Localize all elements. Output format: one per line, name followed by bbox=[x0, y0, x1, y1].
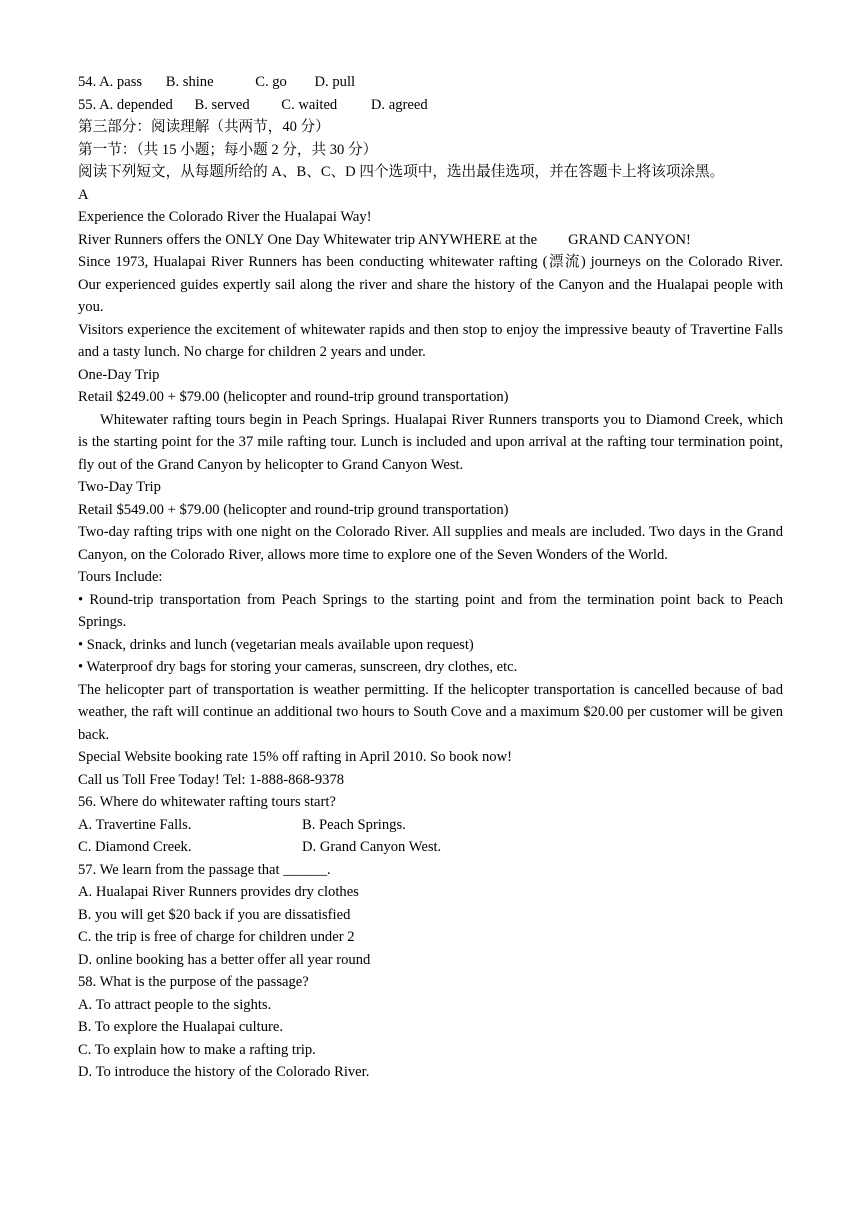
question-57-stem: 57. We learn from the passage that ______. bbox=[78, 861, 331, 878]
question-number: 54. bbox=[78, 74, 97, 90]
question-54 bbox=[78, 71, 783, 94]
question-56-options-row bbox=[78, 814, 783, 837]
question-number: 55. bbox=[78, 96, 97, 113]
option-d: D. Grand Canyon West. bbox=[302, 839, 442, 855]
call-line: Call us Toll Free Today! Tel: 1-888-868-9378 bbox=[78, 771, 345, 788]
question-56-stem: 56. Where do whitewater rafting tours start? bbox=[78, 794, 336, 810]
option-b: B. you will get $20 back if you are dissatisfied bbox=[78, 906, 351, 923]
passage-subhead: River Runners offers the ONLY One Day Whitewater trip ANYWHERE at the GRAND CANYON! bbox=[78, 231, 691, 248]
option-a: A. depended bbox=[99, 96, 173, 113]
question-58-stem: 58. What is the purpose of the passage? bbox=[78, 974, 309, 990]
two-day-title: Two-Day Trip bbox=[78, 479, 161, 495]
tours-include-item: • Snack, drinks and lunch (vegetarian meals available upon request) bbox=[78, 636, 474, 653]
part1-title: 第一节：（共 15 小题；每小题 2 分，共 30 分） bbox=[78, 141, 378, 158]
question-56-options-row bbox=[78, 836, 783, 859]
option-d: D. pull bbox=[314, 74, 356, 90]
option-c: C. the trip is free of charge for children under 2 bbox=[78, 929, 355, 945]
one-day-description: Whitewater rafting tours begin in Peach Springs. Hualapai River Runners transports you to Diamond Creek, which is the starting point for the 37 mile rafting tour. Lunch is included and upon arrival at the rafting tour termination point, fly out of the Grand Canyon by helicopter to Grand Canyon West. bbox=[78, 411, 783, 473]
option-c: C. Diamond Creek. bbox=[78, 839, 192, 855]
option-b: B. served bbox=[194, 96, 250, 113]
option-d: D. To introduce the history of the Colorado River. bbox=[78, 1064, 370, 1080]
passage-intro: Since 1973, Hualapai River Runners has been conducting whitewater rafting (漂流) journeys on the Colorado River. Our experienced guides expertly sail along the river and share the history of the Canyon and the Hualapai people with you. bbox=[78, 254, 783, 315]
one-day-title: One-Day Trip bbox=[78, 366, 160, 383]
helicopter-note: The helicopter part of transportation is weather permitting. If the helicopter transportation is cancelled because of bad weather, the raft will continue an additional two hours to South Cove and a maximum $20.00 per customer will be given back. bbox=[78, 681, 783, 743]
option-d: D. agreed bbox=[370, 96, 428, 113]
option-a: A. To attract people to the sights. bbox=[78, 996, 272, 1013]
option-a: A. Hualapai River Runners provides dry clothes bbox=[78, 884, 359, 900]
tours-include-title: Tours Include: bbox=[78, 569, 163, 585]
question-55 bbox=[78, 94, 783, 117]
passage-visitors: Visitors experience the excitement of whitewater rapids and then stop to enjoy the impressive beauty of Travertine Falls and a tasty lunch. No charge for children 2 years and under. bbox=[78, 321, 783, 360]
tours-include-item: • Round-trip transportation from Peach Springs to the starting point and from the termination point back to Peach Springs. bbox=[78, 591, 783, 630]
passage-label: A bbox=[78, 186, 89, 203]
one-day-price: Retail $249.00 + $79.00 (helicopter and round-trip ground transportation) bbox=[78, 389, 509, 405]
option-c: C. go bbox=[255, 74, 287, 90]
option-c: C. To explain how to make a rafting trip. bbox=[78, 1041, 316, 1058]
section3-title: 第三部分：阅读理解（共两节，40 分） bbox=[78, 119, 330, 135]
two-day-description: Two-day rafting trips with one night on the Colorado River. All supplies and meals are included. Two days in the Grand Canyon, on the Colorado River, allows more time to explore one of the Seven Wonders of the World. bbox=[78, 524, 783, 563]
option-b: B. shine bbox=[165, 74, 214, 90]
two-day-price: Retail $549.00 + $79.00 (helicopter and round-trip ground transportation) bbox=[78, 501, 509, 518]
instructions: 阅读下列短文，从每题所给的 A、B、C、D 四个选项中，选出最佳选项，并在答题卡上将该项涂黑。 bbox=[78, 164, 725, 180]
option-a: A. pass bbox=[99, 74, 143, 90]
option-a: A. Travertine Falls. bbox=[78, 816, 192, 833]
tours-include-item: • Waterproof dry bags for storing your cameras, sunscreen, dry clothes, etc. bbox=[78, 659, 518, 675]
option-c: C. waited bbox=[281, 96, 338, 113]
option-b: B. Peach Springs. bbox=[302, 816, 406, 833]
passage-headline: Experience the Colorado River the Hualapai Way! bbox=[78, 209, 372, 225]
special-rate: Special Website booking rate 15% off rafting in April 2010. So book now! bbox=[78, 749, 513, 765]
page-content bbox=[78, 71, 783, 1084]
option-d: D. online booking has a better offer all year round bbox=[78, 951, 371, 968]
option-b: B. To explore the Hualapai culture. bbox=[78, 1019, 283, 1035]
